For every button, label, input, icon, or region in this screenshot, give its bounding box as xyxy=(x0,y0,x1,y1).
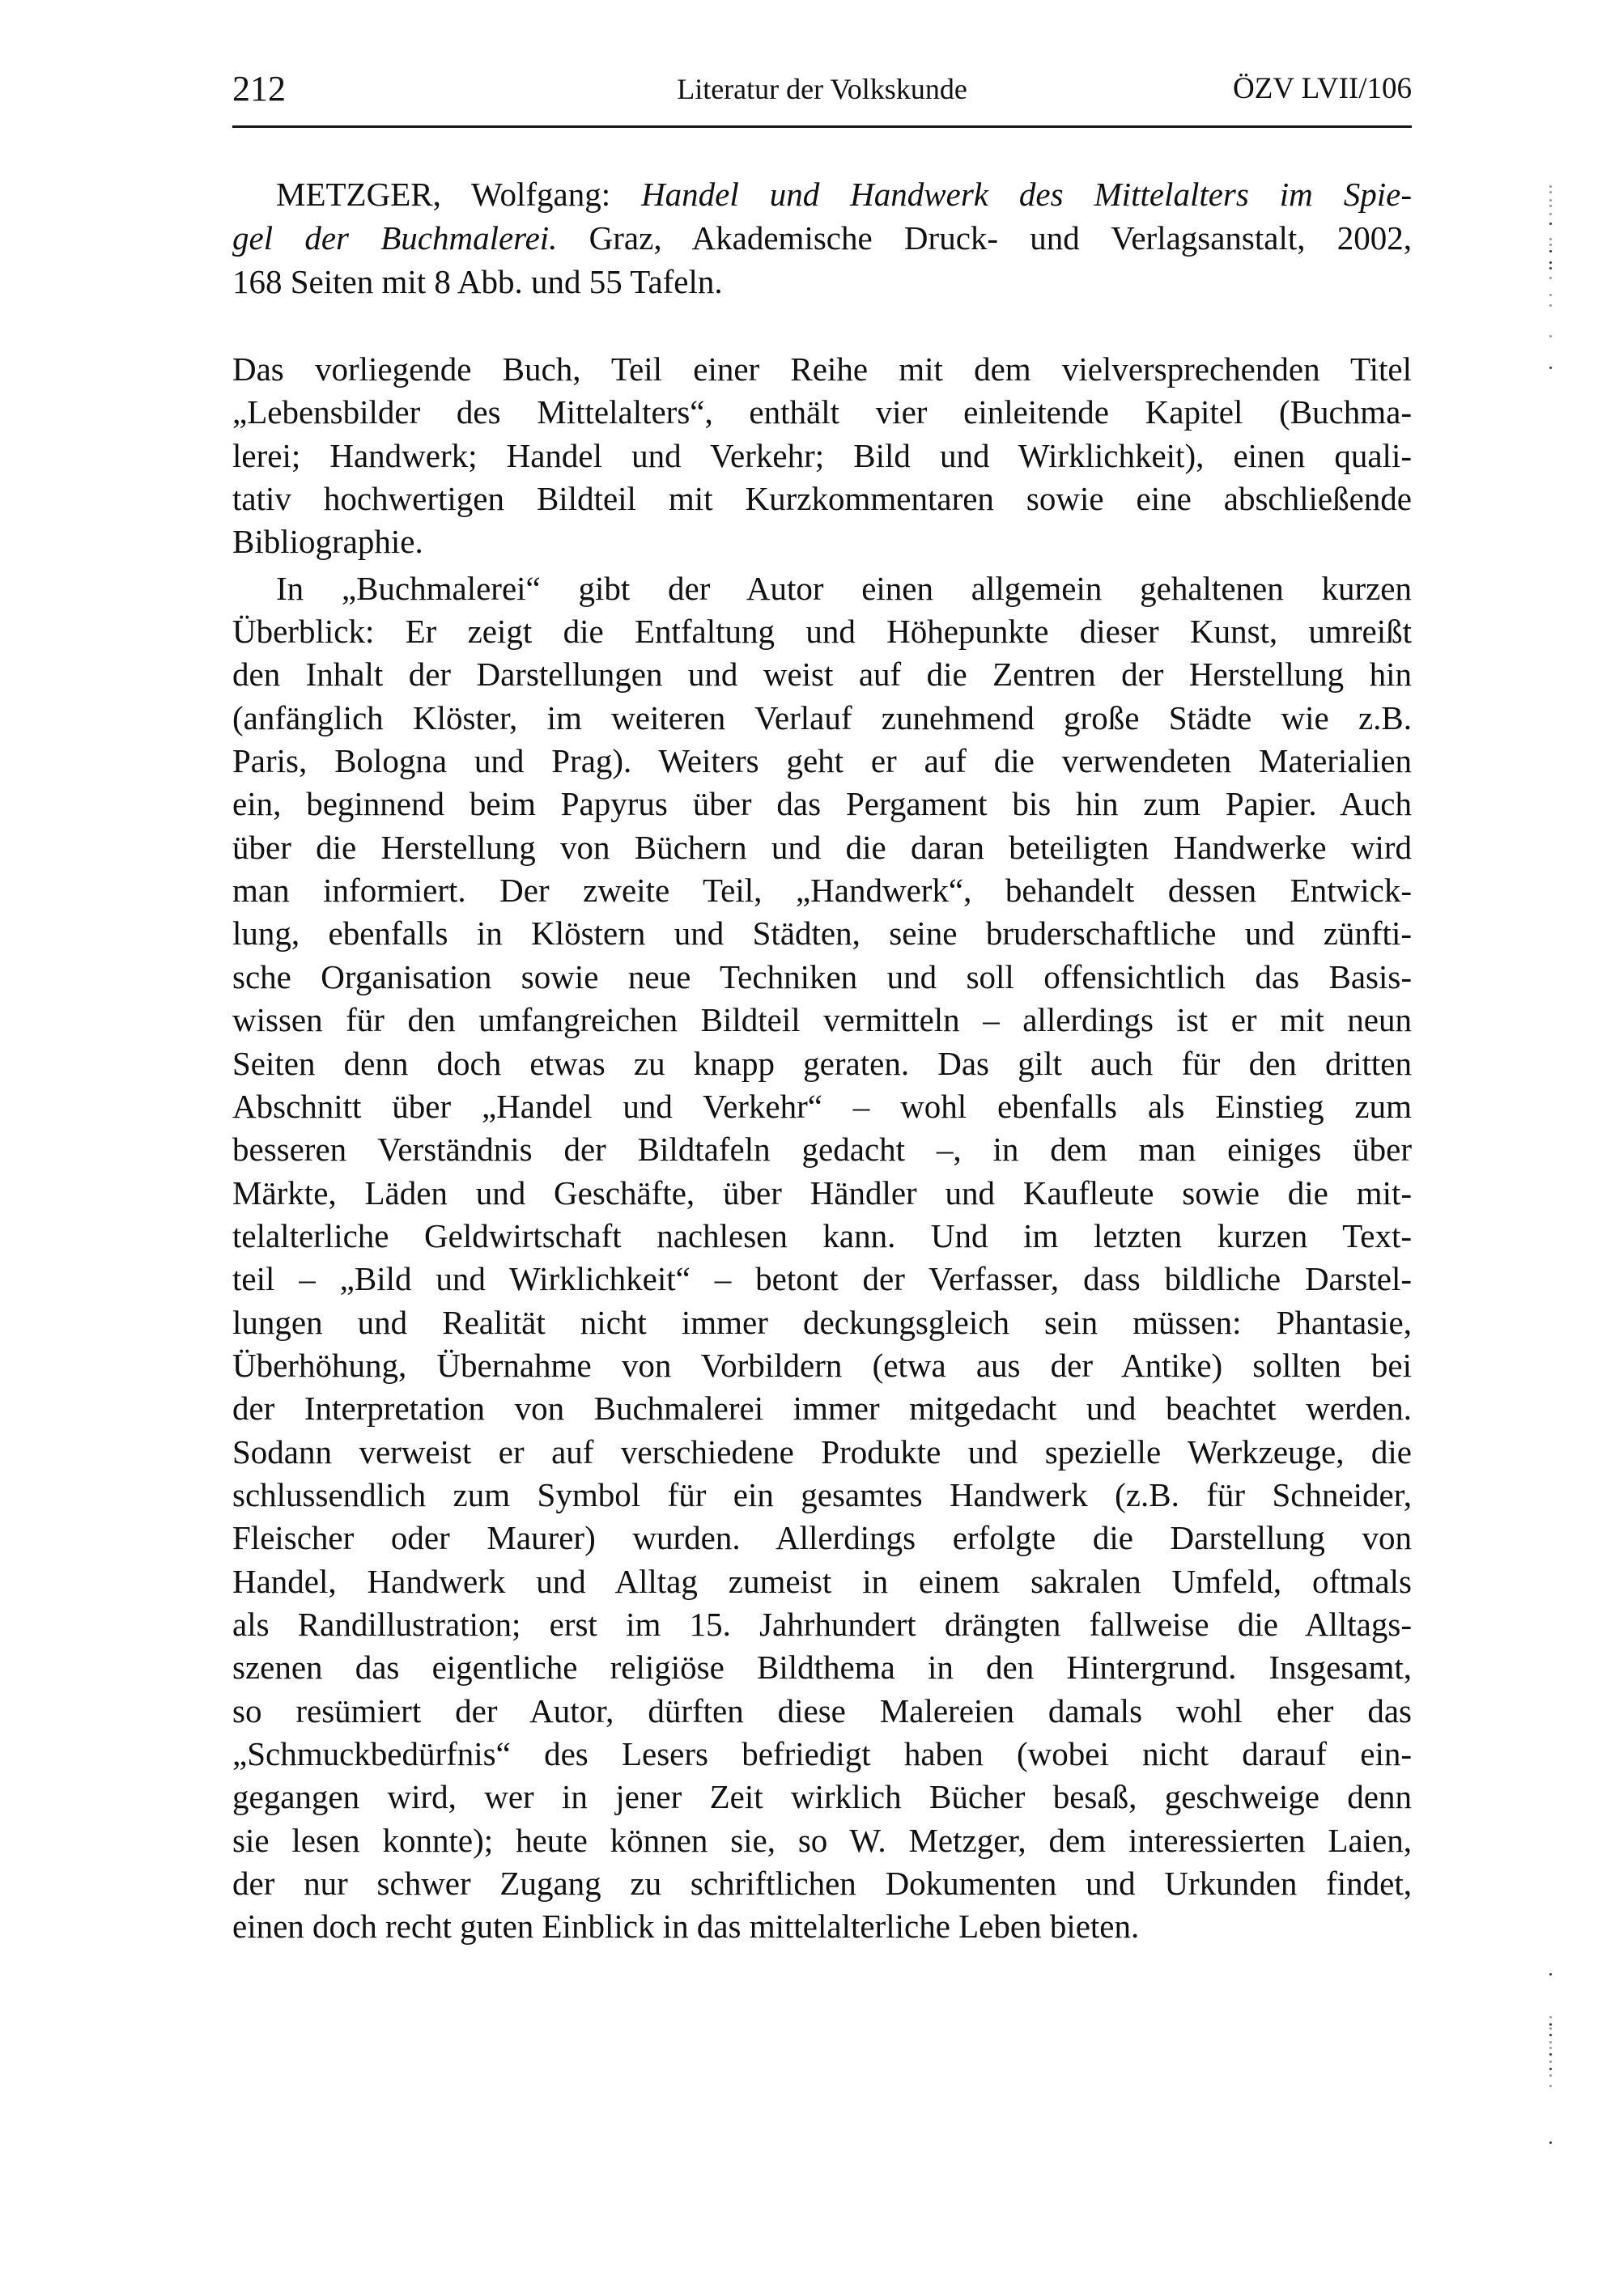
running-header xyxy=(232,68,1412,110)
running-title: Literatur der Volkskunde xyxy=(677,73,967,105)
scan-dot xyxy=(1549,2023,1552,2026)
scan-dot xyxy=(1549,185,1552,188)
scan-dot xyxy=(1549,2027,1552,2030)
text-line: Paris, Bologna und Prag). Weiters geht er auf die verwendeten Materialien xyxy=(232,742,1412,780)
book-title-text: Handel und Handwerk des Mittelalters im Spie- xyxy=(641,176,1412,213)
text-line: Abschnitt über „Handel und Verkehr“ – wohl ebenfalls als Einstieg zum xyxy=(232,1087,1412,1125)
citation-line xyxy=(232,216,1412,260)
scan-dot xyxy=(1549,191,1552,193)
text-line: „Lebensbilder des Mittelalters“, enthält vier einleitende Kapitel (Buchma- xyxy=(232,393,1412,431)
text-line: Überhöhung, Übernahme von Vorbildern (etwa aus der Antike) sollten bei xyxy=(232,1346,1412,1384)
text-line: einen doch recht guten Einblick in das mittelalterliche Leben bieten. xyxy=(232,1908,1140,1946)
citation-line xyxy=(232,172,1412,216)
text-line: so resümiert der Autor, dürften diese Malereien damals wohl eher das xyxy=(232,1691,1412,1729)
bibliographic-citation xyxy=(232,172,1412,303)
text-line: Überblick: Er zeigt die Entfaltung und Höhepunkte dieser Kunst, umreißt xyxy=(232,613,1412,651)
text-line: gegangen wird, wer in jener Zeit wirklich Bücher besaß, geschweige denn xyxy=(232,1778,1412,1816)
paragraph xyxy=(232,348,1412,564)
review-body xyxy=(232,348,1412,1949)
scan-dot xyxy=(1549,304,1552,307)
citation-line xyxy=(232,260,1412,303)
scan-dot xyxy=(1549,2041,1552,2043)
text-line: Märkte, Läden und Geschäfte, über Händler und Kaufleute sowie die mit- xyxy=(232,1173,1412,1212)
scan-dot xyxy=(1549,1973,1552,1976)
scan-dot xyxy=(1549,2034,1552,2036)
text-line: lungen und Realität nicht immer deckungsgleich sein müssen: Phantasie, xyxy=(232,1303,1412,1341)
citation-text: 168 Seiten mit 8 Abb. und 55 Tafeln. xyxy=(232,263,723,300)
text-line: szenen das eigentliche religiöse Bildthema in den Hintergrund. Insgesamt, xyxy=(232,1649,1412,1687)
text-line: „Schmuckbedürfnis“ des Lesers befriedigt haben (wobei nicht darauf ein- xyxy=(232,1735,1412,1772)
text-line: teil – „Bild und Wirklichkeit“ – betont der Verfasser, dass bildliche Darstel- xyxy=(232,1260,1412,1298)
scan-dot xyxy=(1549,2074,1552,2077)
scan-dot xyxy=(1549,267,1552,269)
scan-dot xyxy=(1549,2060,1552,2063)
scan-dot xyxy=(1549,244,1552,246)
text-line: sche Organisation sowie neue Techniken und soll offensichtlich das Basis- xyxy=(232,957,1412,995)
scan-dot xyxy=(1549,199,1552,202)
scan-dot xyxy=(1549,2068,1552,2070)
header-rule xyxy=(232,125,1412,128)
text-line: besseren Verständnis der Bildtafeln gedacht –, in dem man einiges über xyxy=(232,1131,1412,1169)
scan-dot xyxy=(1549,367,1552,369)
scan-dot xyxy=(1549,2085,1552,2087)
text-line: Das vorliegende Buch, Teil einer Reihe mit dem vielversprechenden Titel xyxy=(232,350,1412,388)
book-title-text: gel der Buchmalerei. xyxy=(232,219,558,257)
scan-dot xyxy=(1549,294,1552,296)
text-line: der Interpretation von Buchmalerei immer mitgedacht und beachtet werden. xyxy=(232,1390,1412,1428)
text-line: lerei; Handwerk; Handel und Verkehr; Bild und Wirklichkeit), einen quali- xyxy=(232,436,1412,474)
text-line: Fleischer oder Maurer) wurden. Allerdings erfolgte die Darstellung von xyxy=(232,1519,1412,1557)
scan-dot xyxy=(1549,205,1552,207)
scan-dot xyxy=(1549,223,1552,225)
text-line: den Inhalt der Darstellungen und weist auf die Zentren der Herstellung hin xyxy=(232,656,1412,694)
scan-dot xyxy=(1549,2141,1552,2144)
text-line: In „Buchmalerei“ gibt der Autor einen allgemein gehaltenen kurzen xyxy=(276,569,1412,607)
page-number: 212 xyxy=(232,69,286,108)
text-line: über die Herstellung von Büchern und die daran beteiligten Handwerke wird xyxy=(232,828,1412,866)
journal-reference: ÖZV LVII/106 xyxy=(1233,72,1412,105)
text-line: Seiten denn doch etwas zu knapp geraten. Das gilt auch für den dritten xyxy=(232,1044,1412,1082)
text-line: sie lesen konnte); heute können sie, so W. Metzger, dem interessierten Laien, xyxy=(232,1821,1412,1859)
scan-dot xyxy=(1549,2053,1552,2056)
text-line: man informiert. Der zweite Teil, „Handwerk“, behandelt dessen Entwick- xyxy=(232,872,1412,910)
scan-dot xyxy=(1549,238,1552,240)
text-line: Bibliographie. xyxy=(232,523,423,561)
text-line: ein, beginnend beim Papyrus über das Pergament bis hin zum Papier. Auch xyxy=(232,785,1412,823)
text-line: telalterliche Geldwirtschaft nachlesen kann. Und im letzten kurzen Text- xyxy=(232,1216,1412,1254)
text-line: der nur schwer Zugang zu schriftlichen Dokumenten und Urkunden findet, xyxy=(232,1865,1412,1903)
citation-text: METZGER, Wolfgang: xyxy=(276,176,642,213)
citation-text: Graz, Akademische Druck- und Verlagsanstalt, 2002, xyxy=(557,219,1412,257)
text-line: Sodann verweist er auf verschiedene Produkte und spezielle Werkzeuge, die xyxy=(232,1432,1412,1471)
text-line: schlussendlich zum Symbol für ein gesamtes Handwerk (z.B. für Schneider, xyxy=(232,1475,1412,1513)
scan-dot xyxy=(1549,2016,1552,2018)
scan-dot xyxy=(1549,335,1552,337)
text-line: Handel, Handwerk und Alltag zumeist in einem sakralen Umfeld, oftmals xyxy=(232,1562,1412,1600)
paragraph xyxy=(232,567,1412,1949)
text-line: lung, ebenfalls in Klöstern und Städten, seine bruderschaftliche und zünfti- xyxy=(232,915,1412,953)
scan-dot xyxy=(1549,213,1552,215)
text-line: als Randillustration; erst im 15. Jahrhundert drängten fallweise die Alltags- xyxy=(232,1605,1412,1643)
text-line: wissen für den umfangreichen Bildteil vermitteln – allerdings ist er mit neun xyxy=(232,1001,1412,1039)
scan-dot xyxy=(1549,261,1552,264)
scan-dot xyxy=(1549,2047,1552,2049)
scan-dot xyxy=(1549,250,1552,253)
text-line: (anfänglich Klöster, im weiteren Verlauf zunehmend große Städte wie z.B. xyxy=(232,698,1412,736)
text-line: tativ hochwertigen Bildteil mit Kurzkommentaren sowie eine abschließende xyxy=(232,480,1412,518)
scan-dot xyxy=(1549,277,1552,279)
